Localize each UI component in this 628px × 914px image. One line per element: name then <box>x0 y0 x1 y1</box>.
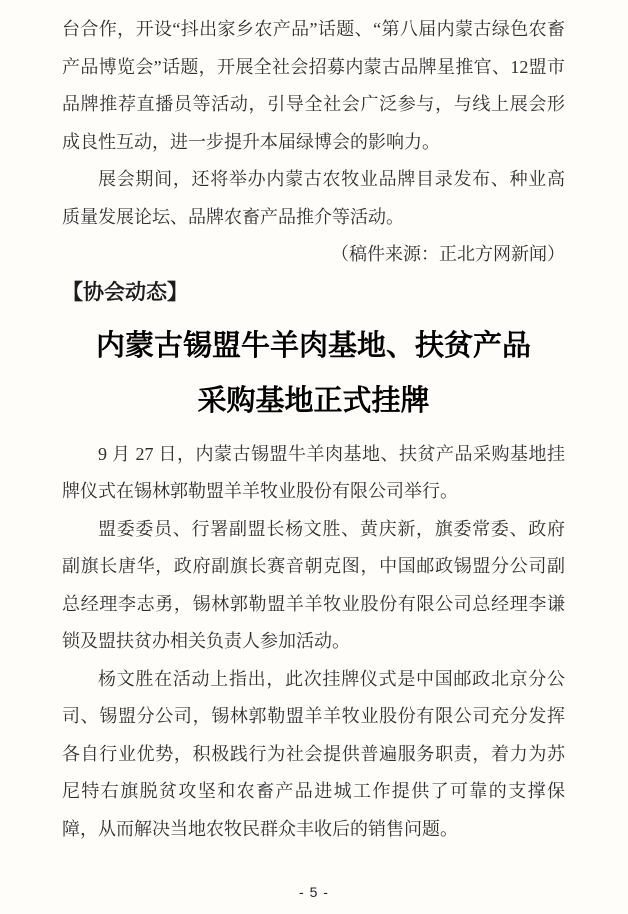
paragraph-green-expo-continuation: 台合作，开设“抖出家乡农产品”话题、“第八届内蒙古绿色农畜产品博览会”话题，开展全社会招募内蒙古品牌星推官、12盟市品牌推荐直播员等活动，引导全社会广泛参与，与线上展会形成良性互动，进一步提升本届绿博会的影响力。 <box>62 19 565 152</box>
paragraph-expo-activities: 展会期间，还将举办内蒙古农牧业品牌目录发布、种业高质量发展论坛、品牌农畜产品推介等活动。 <box>62 169 565 227</box>
article-title-line-1: 内蒙古锡盟牛羊肉基地、扶贫产品 <box>95 329 531 362</box>
source-attribution: （稿件来源：正北方网新闻） <box>331 244 565 264</box>
article-title-line-2: 采购基地正式挂牌 <box>197 384 430 417</box>
section-header-association-news: 【协会动态】 <box>62 280 188 304</box>
page-number: - 5 - <box>299 884 329 900</box>
article-title <box>62 319 565 429</box>
paragraph-ceremony-held: 9 月 27 日，内蒙古锡盟牛羊肉基地、扶贫产品采购基地挂牌仪式在锡林郭勒盟羊羊牧业股份有限公司举行。 <box>62 443 565 501</box>
paragraph-speech-remarks: 杨文胜在活动上指出，此次挂牌仪式是中国邮政北京分公司、锡盟分公司，锡林郭勒盟羊羊牧业股份有限公司充分发挥各自行业优势，积极践行为社会提供普遍服务职责，着力为苏尼特右旗脱贫攻坚和农畜产品进城工作提供了可靠的支撑保障，从而解决当地农牧民群众丰收后的销售问题。 <box>62 668 565 839</box>
paragraph-attendees: 盟委委员、行署副盟长杨文胜、黄庆新，旗委常委、政府副旗长唐华，政府副旗长赛音朝克图，中国邮政锡盟分公司副总经理李志勇，锡林郭勒盟羊羊牧业股份有限公司总经理李谦锁及盟扶贫办相关负责人参加活动。 <box>62 518 565 651</box>
